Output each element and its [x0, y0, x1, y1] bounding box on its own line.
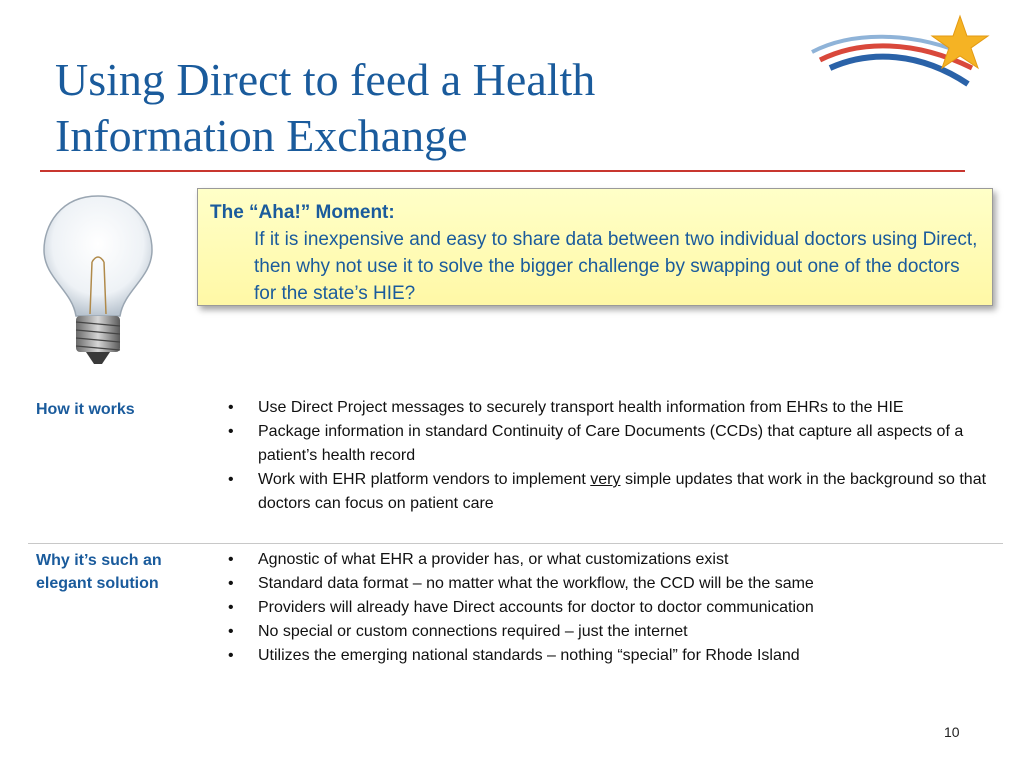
- row-divider: [28, 543, 1003, 544]
- page-number: 10: [944, 724, 960, 740]
- light-bulb-icon: [36, 192, 160, 368]
- list-item-emphasis: very: [590, 471, 621, 488]
- list-item: [222, 596, 1002, 620]
- list-item: [222, 420, 1002, 468]
- list-item: [222, 468, 1002, 516]
- slide-title-line-2: Information Exchange: [55, 110, 468, 161]
- list-item-text: Agnostic of what EHR a provider has, or what customizations exist: [258, 551, 729, 568]
- slide-title-line-1: Using Direct to feed a Health: [55, 54, 596, 105]
- list-item: [222, 644, 1002, 668]
- list-item-text: Package information in standard Continuity of Care Documents (CCDs) that capture all aspects of a patient’s health record: [258, 423, 964, 464]
- list-item-text: Providers will already have Direct accounts for doctor to doctor communication: [258, 599, 814, 616]
- list-item: [222, 548, 1002, 572]
- list-item: [222, 620, 1002, 644]
- list-item-text: No special or custom connections required – just the internet: [258, 623, 688, 640]
- swoosh-star-logo: [810, 12, 1000, 102]
- aha-moment-callout: [197, 188, 993, 306]
- list-item-text: Utilizes the emerging national standards – nothing “special” for Rhode Island: [258, 647, 800, 664]
- row-label-why-elegant: Why it’s such an elegant solution: [36, 552, 162, 592]
- list-item: [222, 572, 1002, 596]
- row-label-how-it-works: How it works: [36, 401, 135, 418]
- title-divider: [40, 170, 965, 172]
- why-elegant-list: [222, 548, 1002, 668]
- list-item-text-before: Work with EHR platform vendors to implement: [258, 471, 591, 488]
- list-item: [222, 396, 1002, 420]
- list-item-text-after: simple updates that work in the background so that doctors can focus on patient care: [258, 471, 987, 512]
- list-item-text: Standard data format – no matter what the workflow, the CCD will be the same: [258, 575, 814, 592]
- list-item-text: Use Direct Project messages to securely transport health information from EHRs to the HIE: [258, 399, 904, 416]
- slide-title: [55, 52, 815, 164]
- callout-body: If it is inexpensive and easy to share data between two individual doctors using Direct, then why not use it to solve the bigger challenge by swapping out one of the doctors for the state’s HIE?: [254, 229, 978, 304]
- how-it-works-list: [222, 396, 1002, 516]
- callout-heading: The “Aha!” Moment:: [210, 202, 395, 223]
